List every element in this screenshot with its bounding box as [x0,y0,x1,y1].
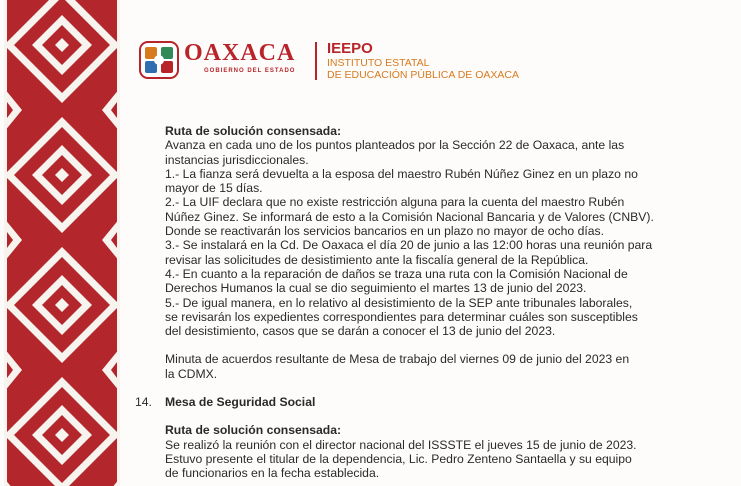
text-line: la CDMX. [165,366,218,381]
text-line: 3.- Se instalará en la Cd. De Oaxaca el día 20 de junio a las 12:00 horas una reunión para [165,238,653,253]
text-line: 1.- La fianza será devuelta a la esposa del maestro Rubén Núñez Ginez en un plazo no [165,166,638,181]
text-line: instancias jurisdiccionales. [165,152,309,167]
text-line: 2.- La UIF declara que no existe restricción alguna para la cuenta del maestro Rubén [165,195,625,210]
ieepo-subtitle [327,57,519,81]
text-line: se revisarán los expedientes correspondientes para determinar cuáles son susceptibles [165,309,638,324]
text-line: de funcionarios en la fecha establecida. [165,466,380,481]
text-line: Minuta de acuerdos resultante de Mesa de trabajo del viernes 09 de junio del 2023 en [165,352,630,367]
text-line: mayor de 15 días. [165,181,263,196]
oaxaca-logo-icon [138,40,180,80]
text-line: Núñez Ginez. Se informará de esto a la Comisión Nacional Bancaria y de Valores (CNBV). [165,209,654,224]
text-line: Avanza en cada uno de los puntos planteados por la Sección 22 de Oaxaca, ante las [165,138,625,153]
document-body [135,124,665,481]
text-line: Donde se reactivarán los servicios bancarios en un plazo no mayor de ocho días. [165,224,604,239]
section-number: 14. [135,395,152,410]
section-heading [135,395,665,410]
ieepo-subtitle-line2: DE EDUCACIÓN PÚBLICA DE OAXACA [327,69,519,81]
decorative-border-band [4,0,120,486]
text-line: Derechos Humanos la cual se dio seguimiento el martes 13 de junio del 2023. [165,281,587,296]
text-line: revisar las solicitudes de desistimiento ante la fiscalía general de la República. [165,252,589,267]
text-line: Se realizó la reunión con el director nacional del ISSSTE el jueves 15 de junio de 2023. [165,437,637,452]
text-line: Estuvo presente el titular de la dependencia, Lic. Pedro Zenteno Santaella y su equipo [165,451,632,466]
route-heading: Ruta de solución consensada: [165,124,342,138]
letterhead [138,38,558,84]
route-heading: Ruta de solución consensada: [165,423,342,438]
logo-main-text: OAXACA [184,40,296,66]
text-line: 5.- De igual manera, en lo relativo al desistimiento de la SEP ante tribunales laborales, [165,295,633,310]
text-line: del desistimiento, casos que se darán a conocer el 13 de junio del 2023. [165,324,556,339]
ieepo-subtitle-line1: INSTITUTO ESTATAL [327,57,430,69]
ieepo-title: IEEPO [327,40,373,57]
header-divider [315,42,317,80]
text-line: 4.- En cuanto a la reparación de daños se traza una ruta con la Comisión Nacional de [165,266,628,281]
border-pattern [4,0,120,486]
logo-sub-text: GOBIERNO DEL ESTADO [204,68,296,74]
section-title: Mesa de Seguridad Social [165,395,316,410]
